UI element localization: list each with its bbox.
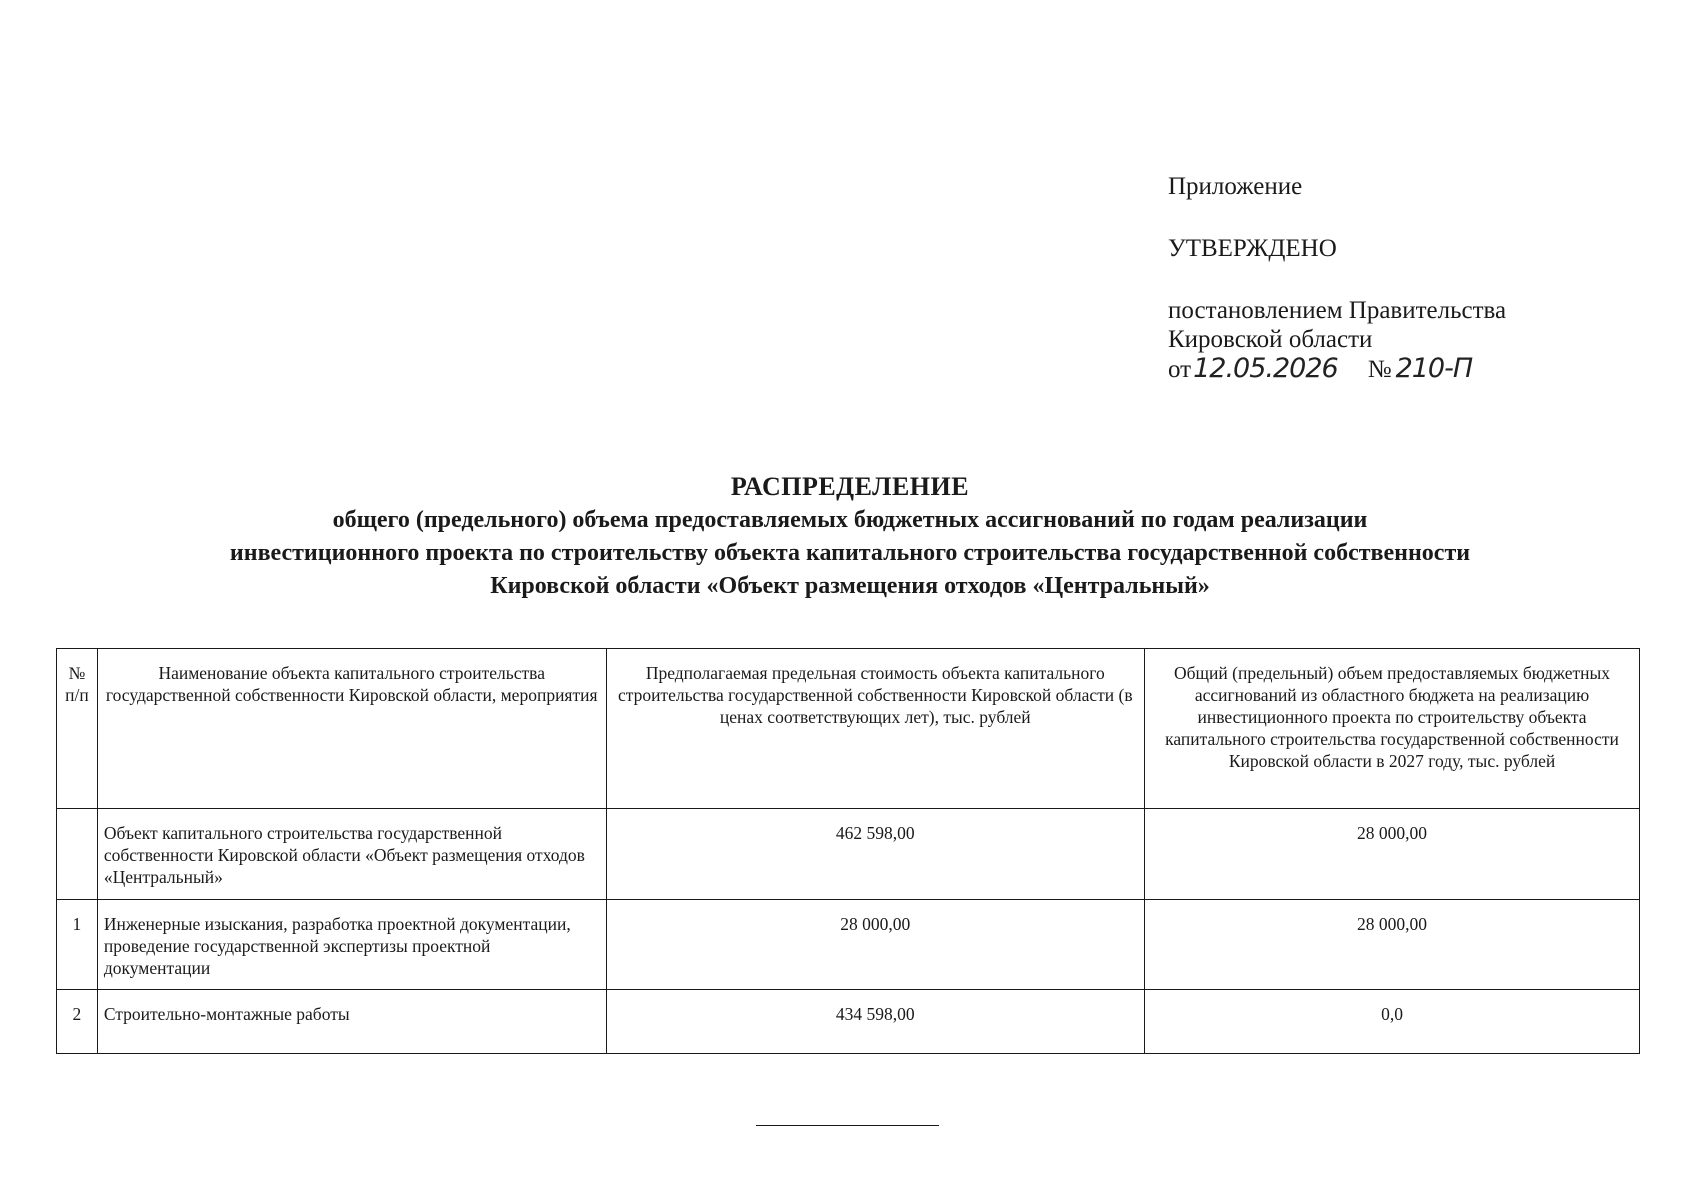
row-cost: 434 598,00 <box>606 990 1144 1054</box>
row-name: Строительно-монтажные работы <box>97 990 606 1054</box>
handwritten-number: 210-П <box>1395 353 1473 384</box>
resolution-date-number <box>1168 354 1668 384</box>
document-title <box>60 470 1640 603</box>
row-cost: 28 000,00 <box>606 900 1144 990</box>
row-name: Объект капитального строительства государственной собственности Кировской области «Объект размещения отходов «Центральный» <box>97 809 606 900</box>
handwritten-date: 12.05.2026 <box>1193 353 1338 384</box>
appendix-label: Приложение <box>1168 173 1303 200</box>
table-row <box>57 900 1640 990</box>
title-line-2: инвестиционного проекта по строительству объекта капитального строительства государственной собственности <box>229 540 1471 566</box>
header-volume: Общий (предельный) объем предоставляемых бюджетных ассигнований из областного бюджета на реализацию инвестиционного проекта по строительству объекта капитального строительства государственной собственности Кировской области в 2027 году, тыс. рублей <box>1145 649 1640 809</box>
row-no: 1 <box>57 900 98 990</box>
row-volume: 28 000,00 <box>1145 809 1640 900</box>
budget-table <box>56 648 1640 1054</box>
table-row <box>57 809 1640 900</box>
resolution-line-2: Кировской области <box>1168 326 1373 353</box>
title-line-1: общего (предельного) объема предоставляемых бюджетных ассигнований по годам реализации <box>332 507 1368 533</box>
row-volume: 28 000,00 <box>1145 900 1640 990</box>
table-row <box>57 990 1640 1054</box>
row-no <box>57 809 98 900</box>
row-no: 2 <box>57 990 98 1054</box>
number-prefix: № <box>1367 356 1392 383</box>
row-volume: 0,0 <box>1145 990 1640 1054</box>
date-prefix: от <box>1168 356 1192 383</box>
header-name: Наименование объекта капитального строительства государственной собственности Кировской области, мероприятия <box>97 649 606 809</box>
header-no: № п/п <box>57 649 98 809</box>
row-name: Инженерные изыскания, разработка проектной документации, проведение государственной экспертизы проектной документации <box>97 900 606 990</box>
row-cost: 462 598,00 <box>606 809 1144 900</box>
approval-block <box>1168 172 1668 384</box>
table-header-row <box>57 649 1640 809</box>
title-line-3: Кировской области «Объект размещения отходов «Центральный» <box>490 573 1210 599</box>
end-divider <box>756 1125 939 1126</box>
title-heading: РАСПРЕДЕЛЕНИЕ <box>730 472 970 501</box>
header-cost: Предполагаемая предельная стоимость объекта капитального строительства государственной собственности Кировской области (в ценах соответствующих лет), тыс. рублей <box>606 649 1144 809</box>
approved-label: УТВЕРЖДЕНО <box>1168 235 1337 262</box>
resolution-line-1: постановлением Правительства <box>1168 297 1507 324</box>
